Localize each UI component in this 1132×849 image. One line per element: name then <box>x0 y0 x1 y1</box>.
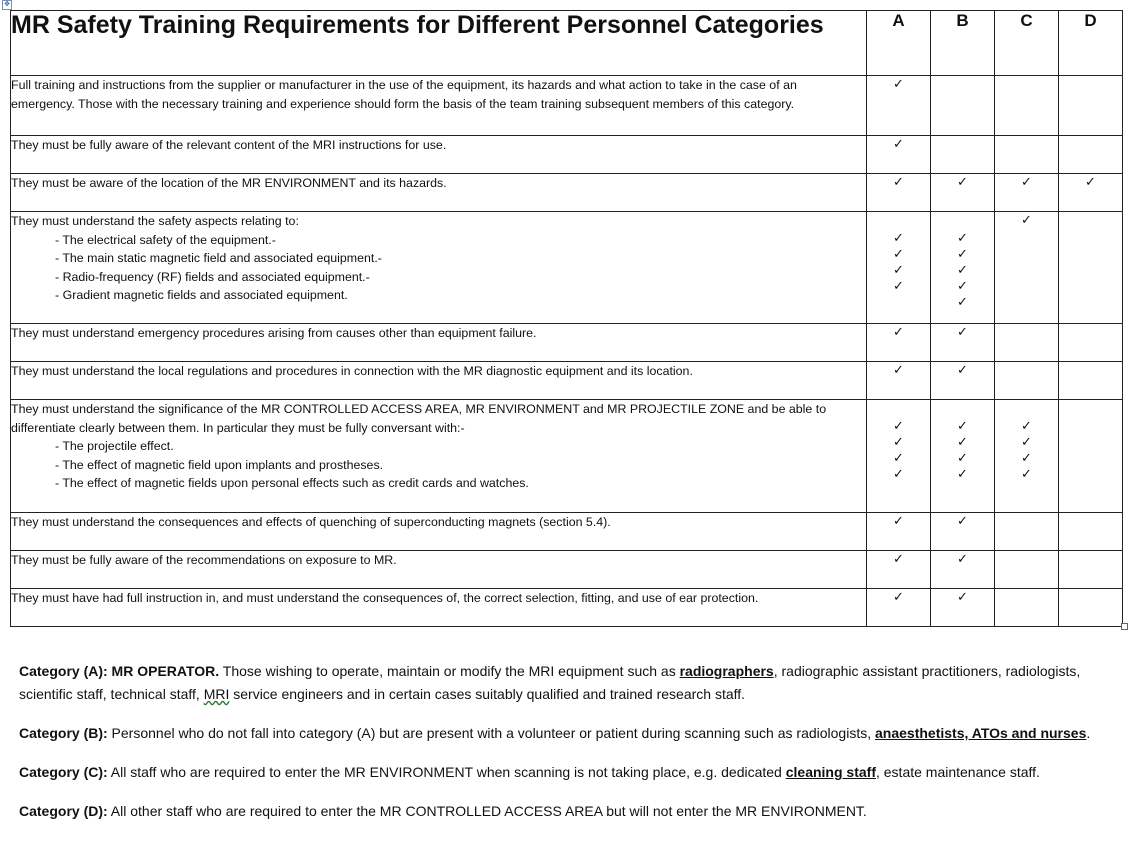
checkmark-cell-d <box>1059 362 1123 400</box>
checkmark-cell-b <box>931 551 995 589</box>
checkmark-icon: ✓ <box>1021 174 1032 189</box>
checkmark-cell-d <box>1059 513 1123 551</box>
checkmark-cell-d <box>1059 136 1123 174</box>
requirement-line: They must understand the safety aspects relating to: <box>11 214 299 228</box>
checkmark-icon: ✓ <box>957 174 968 189</box>
checkmark-cell-a <box>867 324 931 362</box>
requirement-line: They must be fully aware of the recommendations on exposure to MR. <box>11 553 397 567</box>
table-row <box>11 212 1123 324</box>
checkmark-icon: ✓ <box>1021 450 1032 465</box>
checkmark-icon: ✓ <box>957 418 968 433</box>
checkmark-cell-c <box>995 513 1059 551</box>
checkmark-icon: ✓ <box>957 230 968 245</box>
definition-text: service engineers and in certain cases suitably qualified and trained research staff. <box>229 686 746 702</box>
checkmark-icon: ✓ <box>1021 418 1032 433</box>
checkmark-icon: ✓ <box>957 294 968 309</box>
requirement-sub-item: - The projectile effect. <box>55 439 174 453</box>
requirement-text <box>11 174 867 212</box>
checkmark-cell-d <box>1059 324 1123 362</box>
checkmark-icon: ✓ <box>957 450 968 465</box>
requirement-line: They must understand the significance of the MR CONTROLLED ACCESS AREA, MR ENVIRONMENT and MR PROJECTILE ZONE and be able to <box>11 402 827 416</box>
requirement-line: They must understand emergency procedures arising from causes other than equipment failure. <box>11 326 537 340</box>
requirement-sub-item: - Radio-frequency (RF) fields and associated equipment.- <box>55 269 370 284</box>
table-row <box>11 324 1123 362</box>
checkmark-cell-d <box>1059 212 1123 324</box>
spellcheck-flagged-text: MRI <box>203 686 230 702</box>
definition-text: Those wishing to operate, maintain or modify the MRI equipment such as <box>219 663 680 679</box>
table-move-handle-icon[interactable]: ✥ <box>2 0 12 10</box>
checkmark-cell-c <box>995 362 1059 400</box>
checkmark-icon: ✓ <box>1021 212 1032 227</box>
emphasized-text: radiographers <box>679 663 774 679</box>
requirement-line: They must be fully aware of the relevant content of the MRI instructions for use. <box>11 138 447 152</box>
checkmark-cell-d <box>1059 400 1123 513</box>
checkmark-icon: ✓ <box>957 466 968 481</box>
category-legend <box>19 660 1119 839</box>
checkmark-cell-b <box>931 174 995 212</box>
requirement-text <box>11 76 867 136</box>
column-header-d: D <box>1059 11 1123 76</box>
definition-text: . <box>1086 725 1091 741</box>
checkmark-icon: ✓ <box>893 230 904 245</box>
definition-text: Personnel who do not fall into category (A) but are present with a volunteer or patient during scanning such as radiologists, <box>107 725 875 741</box>
category-definition <box>19 761 1119 784</box>
table-row <box>11 400 1123 513</box>
checkmark-cell-b <box>931 76 995 136</box>
category-label: Category (B): <box>19 725 108 741</box>
requirement-line: emergency. Those with the necessary training and experience should form the basis of the team training subsequent members of this category. <box>11 96 795 111</box>
requirements-table <box>10 10 1123 627</box>
requirement-line: differentiate clearly between them. In particular they must be fully conversant with:- <box>11 420 465 435</box>
checkmark-icon: ✓ <box>1085 174 1096 189</box>
checkmark-cell-a <box>867 513 931 551</box>
checkmark-icon: ✓ <box>893 589 904 604</box>
checkmark-cell-c <box>995 551 1059 589</box>
checkmark-icon: ✓ <box>893 418 904 433</box>
checkmark-cell-d <box>1059 174 1123 212</box>
table-row <box>11 551 1123 589</box>
checkmark-icon: ✓ <box>893 76 904 91</box>
table-resize-handle[interactable] <box>1121 623 1128 630</box>
checkmark-icon: ✓ <box>1021 466 1032 481</box>
column-header-b: B <box>931 11 995 76</box>
requirement-line: They must be aware of the location of the MR ENVIRONMENT and its hazards. <box>11 176 447 190</box>
checkmark-icon: ✓ <box>957 324 968 339</box>
requirement-text <box>11 324 867 362</box>
category-label: Category (D): <box>19 803 108 819</box>
checkmark-icon: ✓ <box>957 551 968 566</box>
checkmark-cell-b <box>931 136 995 174</box>
checkmark-icon: ✓ <box>893 246 904 261</box>
category-label: Category (C): <box>19 764 108 780</box>
checkmark-cell-c <box>995 400 1059 513</box>
checkmark-icon: ✓ <box>893 551 904 566</box>
checkmark-icon: ✓ <box>893 174 904 189</box>
definition-text: All other staff who are required to enter the MR CONTROLLED ACCESS AREA but will not enter the MR ENVIRONMENT. <box>107 803 867 819</box>
checkmark-cell-a <box>867 212 931 324</box>
requirement-text <box>11 551 867 589</box>
requirement-text <box>11 400 867 513</box>
table-row <box>11 513 1123 551</box>
requirement-line: They must have had full instruction in, and must understand the consequences of, the correct selection, fitting, and use of ear protection. <box>11 591 759 605</box>
checkmark-cell-a <box>867 174 931 212</box>
checkmark-cell-a <box>867 136 931 174</box>
checkmark-icon: ✓ <box>893 450 904 465</box>
requirement-line: They must understand the consequences and effects of quenching of superconducting magnets (section 5.4). <box>11 515 611 529</box>
checkmark-icon: ✓ <box>1021 434 1032 449</box>
checkmark-icon: ✓ <box>957 513 968 528</box>
checkmark-icon: ✓ <box>957 434 968 449</box>
category-definition <box>19 800 1119 823</box>
table-row <box>11 174 1123 212</box>
checkmark-icon: ✓ <box>957 262 968 277</box>
checkmark-cell-b <box>931 212 995 324</box>
requirement-sub-item: - The effect of magnetic fields upon personal effects such as credit cards and watches. <box>55 476 529 490</box>
checkmark-cell-c <box>995 76 1059 136</box>
requirement-line: Full training and instructions from the supplier or manufacturer in the use of the equipment, its hazards and what action to take in the case of an <box>11 78 797 92</box>
checkmark-cell-c <box>995 212 1059 324</box>
category-label: Category (A): MR OPERATOR. <box>19 663 220 679</box>
requirement-sub-item: - The electrical safety of the equipment.- <box>55 232 276 247</box>
checkmark-cell-c <box>995 136 1059 174</box>
emphasized-text: cleaning staff <box>785 764 876 780</box>
checkmark-icon: ✓ <box>893 278 904 293</box>
checkmark-cell-d <box>1059 589 1123 627</box>
category-definition <box>19 660 1119 706</box>
checkmark-cell-a <box>867 551 931 589</box>
checkmark-cell-b <box>931 324 995 362</box>
checkmark-cell-c <box>995 589 1059 627</box>
definition-text: , estate maintenance staff. <box>875 764 1040 780</box>
definition-text: All staff who are required to enter the MR ENVIRONMENT when scanning is not taking place, e.g. dedicated <box>107 764 786 780</box>
checkmark-icon: ✓ <box>893 362 904 377</box>
definition-text: , radiographic assistant practitioners, radiologists, scientific staff, technical staff, <box>19 663 1081 702</box>
requirement-text <box>11 362 867 400</box>
checkmark-icon: ✓ <box>957 278 968 293</box>
table-title: MR Safety Training Requirements for Different Personnel Categories <box>11 11 867 76</box>
table-row <box>11 136 1123 174</box>
checkmark-cell-a <box>867 589 931 627</box>
table-row <box>11 589 1123 627</box>
requirement-sub-item: - Gradient magnetic fields and associated equipment. <box>55 288 348 302</box>
checkmark-cell-c <box>995 324 1059 362</box>
requirement-text <box>11 212 867 324</box>
category-definition <box>19 722 1119 745</box>
checkmark-icon: ✓ <box>957 362 968 377</box>
requirement-sub-item: - The effect of magnetic field upon implants and prostheses. <box>55 457 384 472</box>
checkmark-icon: ✓ <box>957 246 968 261</box>
checkmark-cell-b <box>931 362 995 400</box>
table-row <box>11 76 1123 136</box>
checkmark-icon: ✓ <box>893 466 904 481</box>
checkmark-cell-a <box>867 362 931 400</box>
requirement-line: They must understand the local regulations and procedures in connection with the MR diagnostic equipment and its location. <box>11 364 693 378</box>
checkmark-cell-a <box>867 76 931 136</box>
header-row <box>11 11 1123 76</box>
column-header-c: C <box>995 11 1059 76</box>
checkmark-cell-b <box>931 589 995 627</box>
checkmark-cell-b <box>931 513 995 551</box>
checkmark-cell-b <box>931 400 995 513</box>
checkmark-icon: ✓ <box>957 589 968 604</box>
table-row <box>11 362 1123 400</box>
checkmark-icon: ✓ <box>893 136 904 151</box>
column-header-a: A <box>867 11 931 76</box>
checkmark-cell-d <box>1059 76 1123 136</box>
checkmark-cell-c <box>995 174 1059 212</box>
checkmark-cell-d <box>1059 551 1123 589</box>
checkmark-icon: ✓ <box>893 324 904 339</box>
checkmark-icon: ✓ <box>893 513 904 528</box>
requirement-sub-item: - The main static magnetic field and associated equipment.- <box>55 251 382 265</box>
emphasized-text: anaesthetists, ATOs and nurses <box>875 725 1087 741</box>
requirement-text <box>11 136 867 174</box>
checkmark-cell-a <box>867 400 931 513</box>
requirement-text <box>11 513 867 551</box>
checkmark-icon: ✓ <box>893 262 904 277</box>
requirement-text <box>11 589 867 627</box>
checkmark-icon: ✓ <box>893 434 904 449</box>
